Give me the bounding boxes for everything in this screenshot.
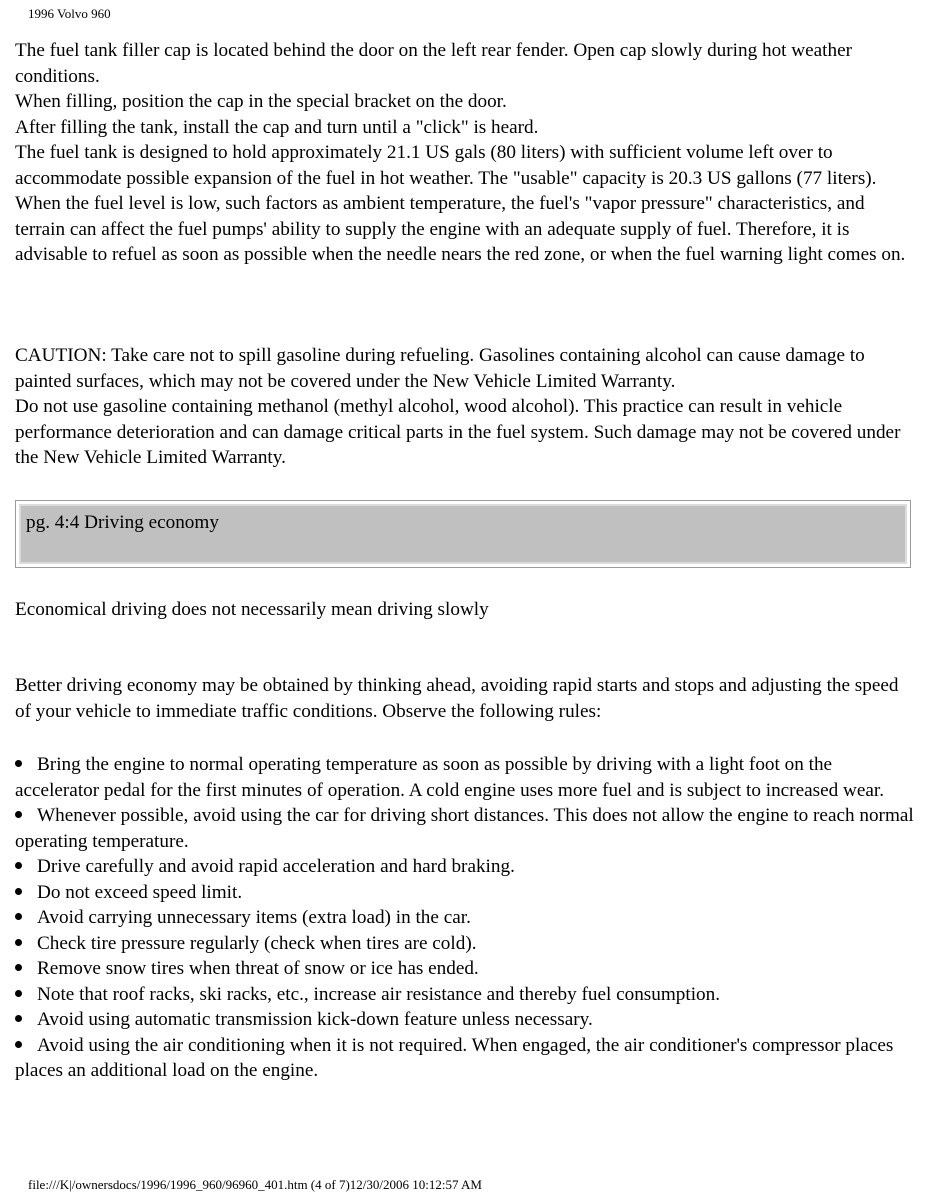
rules-list bbox=[15, 752, 915, 1084]
list-item: Bring the engine to normal operating temperature as soon as possible by driving with a light foot on the accelerator pedal for the first minutes of operation. A cold engine uses more fuel and is subject to increased wear. bbox=[15, 754, 884, 801]
list-item: Remove snow tires when threat of snow or ice has ended. bbox=[15, 956, 915, 982]
caution-paragraph: CAUTION: Take care not to spill gasoline during refueling. Gasolines containing alcohol can cause damage to painted surfaces, which may not be covered under the New Vehicle Limited Warranty. bbox=[15, 345, 865, 392]
caution-section bbox=[15, 343, 915, 471]
bullet-icon bbox=[15, 880, 37, 906]
bullet-icon bbox=[15, 905, 37, 931]
paragraph: After filling the tank, install the cap and turn until a "click" is heard. bbox=[15, 116, 539, 138]
list-item: Drive carefully and avoid rapid acceleration and hard braking. bbox=[15, 854, 915, 880]
list-item: Avoid using automatic transmission kick-down feature unless necessary. bbox=[15, 1007, 915, 1033]
section-heading: pg. 4:4 Driving economy bbox=[26, 512, 219, 533]
paragraph: The fuel tank is designed to hold approximately 21.1 US gals (80 liters) with sufficient volume left over to accommodate possible expansion of the fuel in hot weather. The "usable" capacity is 20.3 US gallons (77 liters). When the fuel level is low, such factors as ambient temperature, the fuel's "vapor pressure" characteristics, and terrain can affect the fuel pumps' ability to supply the engine with an adequate supply of fuel. Therefore, it is advisable to refuel as soon as possible when the needle nears the red zone, or when the fuel warning light comes on. bbox=[15, 142, 906, 265]
bullet-icon bbox=[15, 803, 37, 829]
economy-subtitle: Economical driving does not necessarily mean driving slowly bbox=[15, 599, 489, 620]
list-item: Note that roof racks, ski racks, etc., increase air resistance and thereby fuel consumption. bbox=[15, 982, 915, 1008]
list-item: Whenever possible, avoid using the car for driving short distances. This does not allow the engine to reach normal operating temperature. bbox=[15, 805, 914, 852]
document-footer: file:///K|/ownersdocs/1996/1996_960/96960_401.htm (4 of 7)12/30/2006 10:12:57 AM bbox=[28, 1177, 482, 1192]
bullet-icon bbox=[15, 956, 37, 982]
list-item: Check tire pressure regularly (check when tires are cold). bbox=[15, 931, 915, 957]
bullet-icon bbox=[15, 1007, 37, 1033]
list-item: Avoid using the air conditioning when it is not required. When engaged, the air conditioner's compressor places places an additional load on the engine. bbox=[15, 1034, 894, 1081]
bullet-icon bbox=[15, 1033, 37, 1059]
paragraph: When filling, position the cap in the special bracket on the door. bbox=[15, 91, 507, 112]
document-header: 1996 Volvo 960 bbox=[28, 6, 111, 21]
section-heading-box bbox=[15, 500, 911, 568]
paragraph: The fuel tank filler cap is located behind the door on the left rear fender. Open cap slowly during hot weather conditions. bbox=[15, 40, 853, 87]
bullet-icon bbox=[15, 752, 37, 778]
fuel-filler-section bbox=[15, 38, 915, 268]
list-item: Avoid carrying unnecessary items (extra load) in the car. bbox=[15, 905, 915, 931]
caution-paragraph: Do not use gasoline containing methanol (methyl alcohol, wood alcohol). This practice can result in vehicle performance deterioration and can damage critical parts in the fuel system. Such damage may not be covered under the New Vehicle Limited Warranty. bbox=[15, 396, 901, 468]
economy-intro: Better driving economy may be obtained by thinking ahead, avoiding rapid starts and stops and adjusting the speed of your vehicle to immediate traffic conditions. Observe the following rules: bbox=[15, 675, 899, 722]
list-item: Do not exceed speed limit. bbox=[15, 880, 915, 906]
bullet-icon bbox=[15, 931, 37, 957]
bullet-icon bbox=[15, 854, 37, 880]
bullet-icon bbox=[15, 982, 37, 1008]
section-heading-panel bbox=[19, 504, 907, 564]
